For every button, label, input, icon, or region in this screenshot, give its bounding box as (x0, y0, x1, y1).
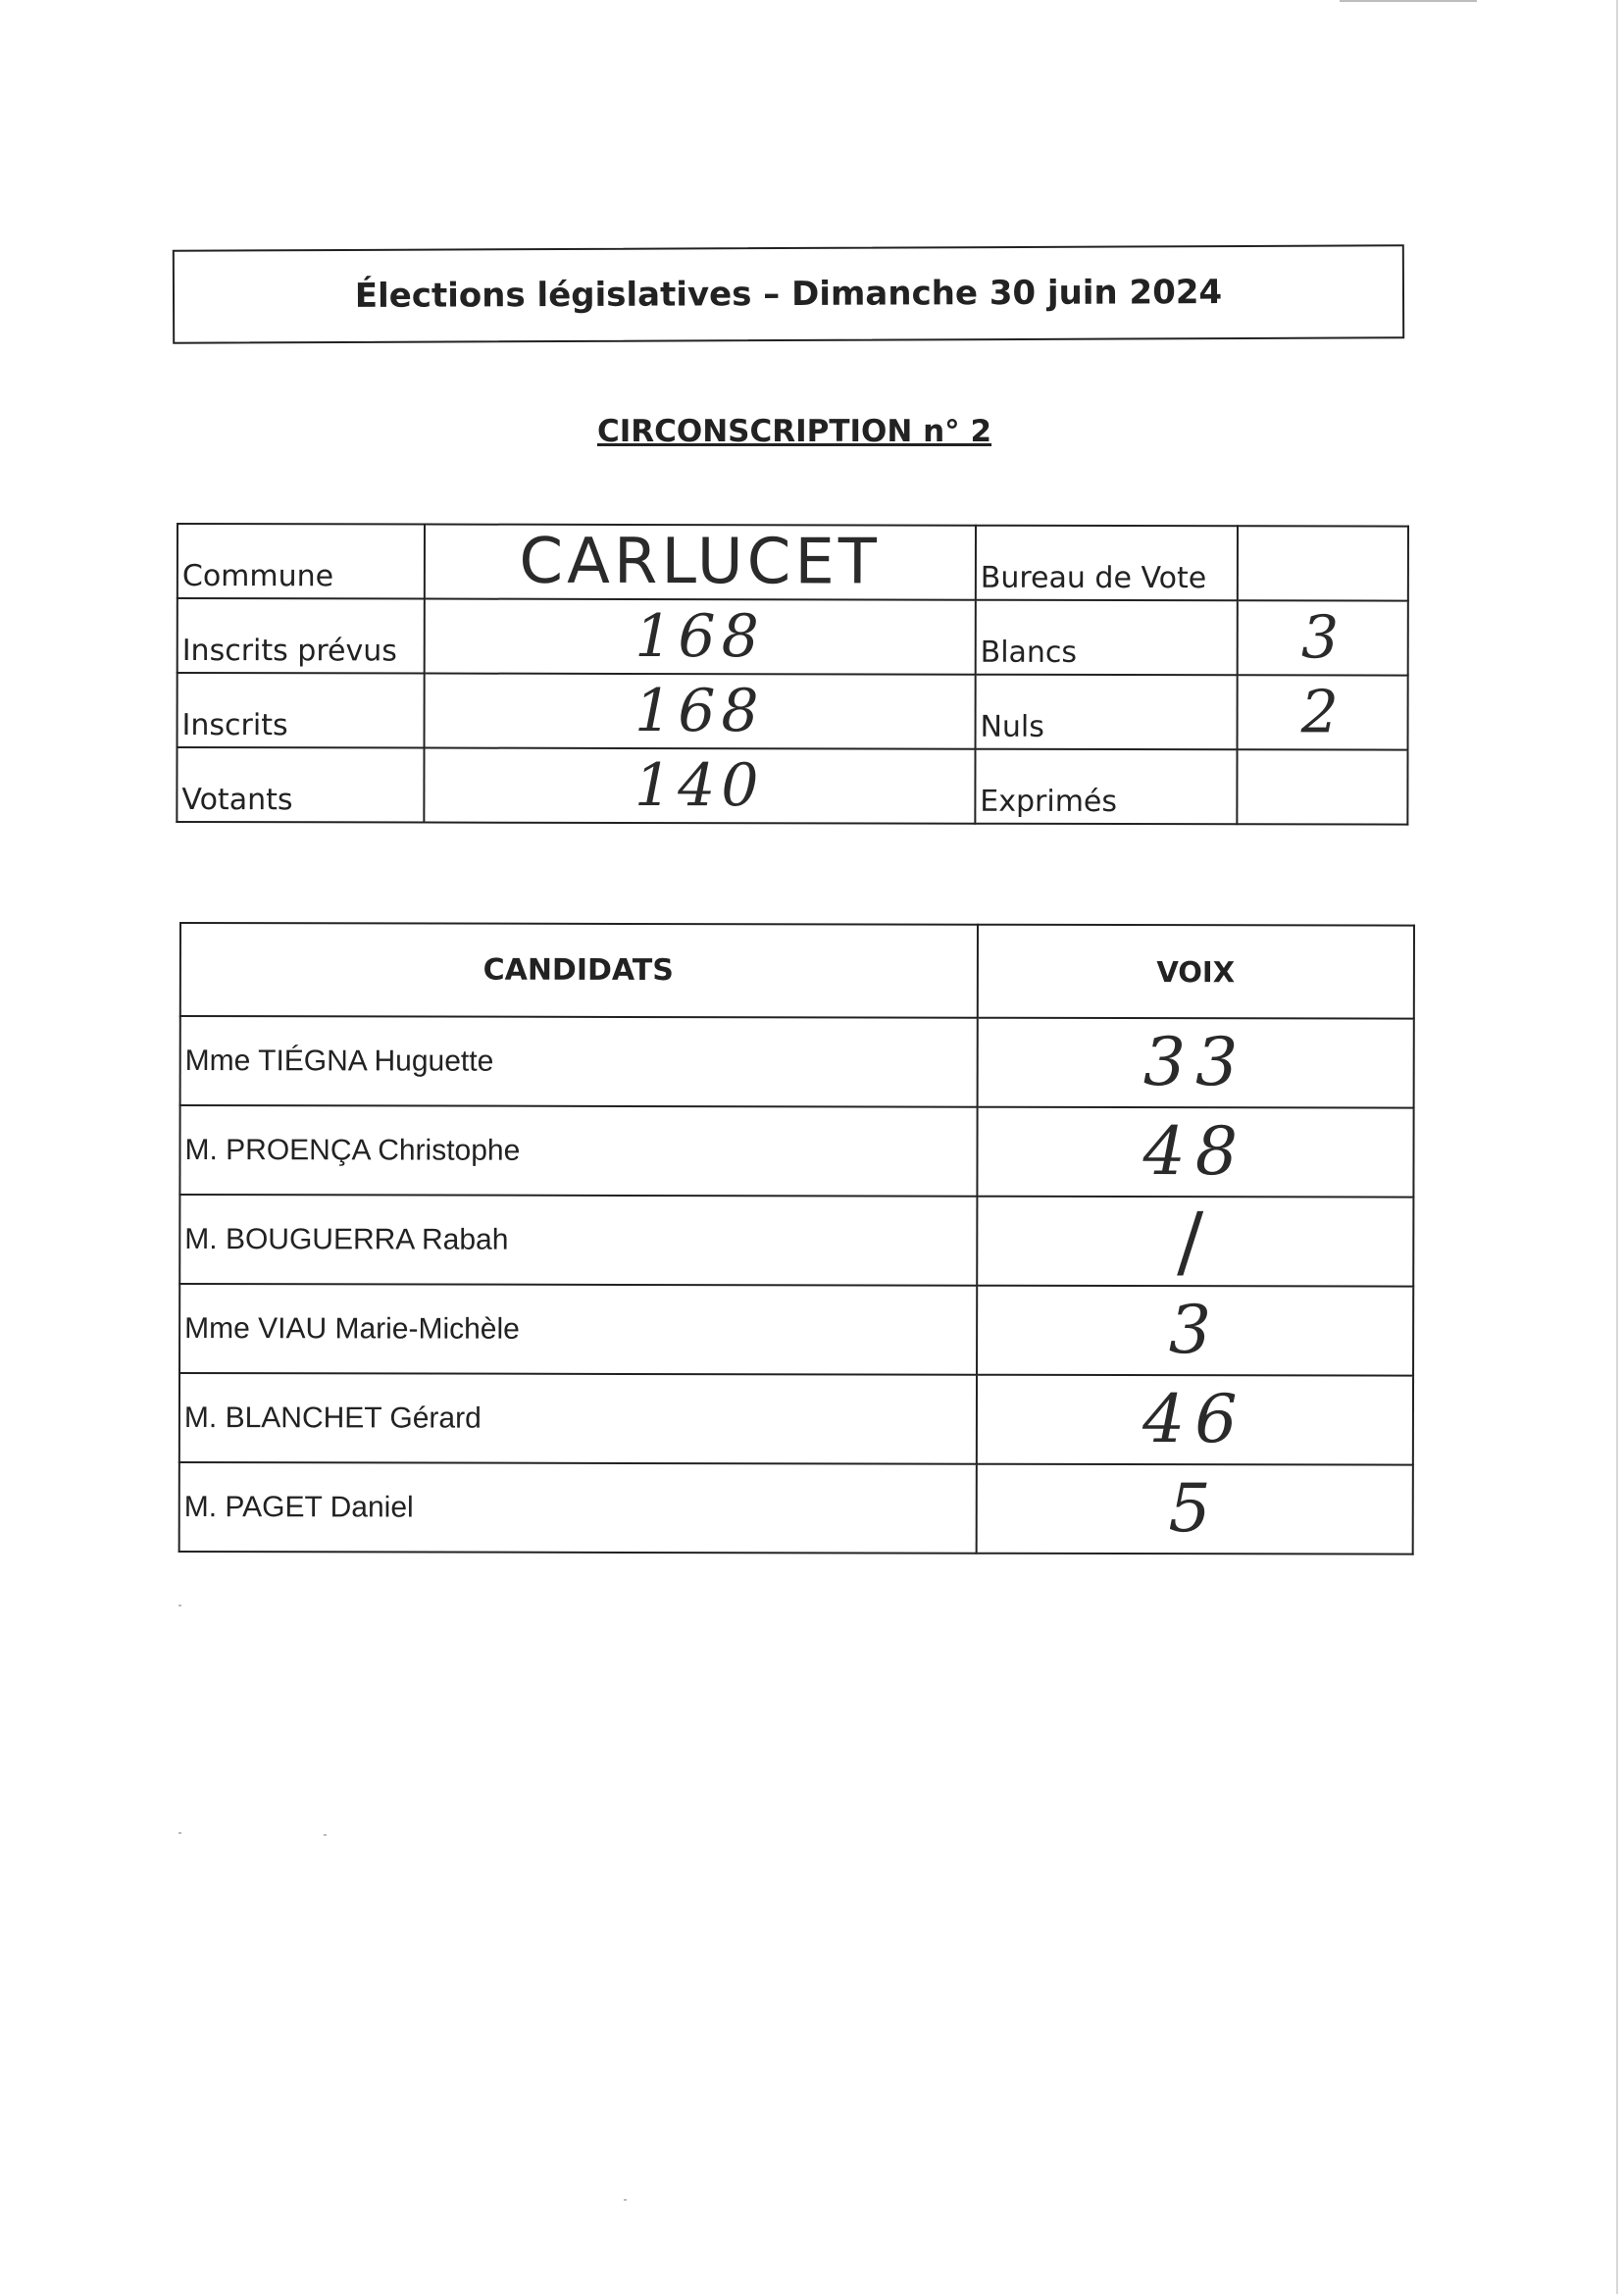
candidates-table (178, 922, 1415, 1555)
candidate-row (180, 1016, 1414, 1108)
candidate-name: Mme VIAU Marie-Michèle (179, 1284, 977, 1375)
scan-speck (624, 2199, 627, 2201)
votants-label: Votants (177, 747, 424, 823)
scan-speck (324, 1834, 327, 1836)
candidates-header-row (180, 923, 1414, 1019)
candidate-row (179, 1105, 1413, 1198)
votants-value: 140 (424, 748, 975, 824)
candidate-row (179, 1462, 1413, 1555)
candidate-row (179, 1373, 1413, 1465)
commune-label: Commune (178, 524, 425, 599)
commune-value: CARLUCET (424, 525, 975, 600)
candidate-votes: 3 (977, 1286, 1413, 1376)
bureau-label: Bureau de Vote (976, 526, 1239, 601)
scan-speck (178, 1832, 181, 1834)
inscrits-value: 168 (424, 674, 975, 749)
candidate-name: M. PROENÇA Christophe (179, 1105, 977, 1197)
inscrits-prevus-label: Inscrits prévus (178, 598, 425, 674)
candidats-header: CANDIDATS (180, 923, 978, 1018)
candidate-votes-slash: / (977, 1197, 1413, 1287)
info-row (178, 598, 1408, 676)
info-table (176, 523, 1409, 826)
page-title: Élections législatives – Dimanche 30 juin 2024 (173, 244, 1404, 343)
candidate-name: Mme TIÉGNA Huguette (180, 1016, 978, 1107)
info-row (178, 524, 1408, 601)
candidate-votes: 46 (977, 1375, 1413, 1465)
voix-header: VOIX (978, 925, 1414, 1019)
info-row (177, 747, 1407, 825)
candidate-name: M. BOUGUERRA Rabah (179, 1195, 977, 1286)
candidate-name: M. BLANCHET Gérard (179, 1373, 977, 1464)
candidate-row (179, 1195, 1413, 1287)
candidate-votes: 5 (976, 1464, 1412, 1555)
candidate-row (179, 1284, 1413, 1376)
info-row (178, 673, 1408, 750)
candidate-votes: 48 (977, 1107, 1413, 1198)
blancs-value: 3 (1238, 600, 1408, 675)
inscrits-prevus-value: 168 (424, 599, 975, 675)
circonscription-heading: CIRCONSCRIPTION n° 2 (596, 414, 992, 449)
scan-mark (1340, 0, 1477, 2)
bureau-value (1238, 526, 1408, 600)
page-edge (1616, 0, 1618, 2294)
nuls-label: Nuls (975, 675, 1238, 750)
blancs-label: Blancs (976, 600, 1239, 676)
scan-speck (178, 1605, 181, 1606)
inscrits-label: Inscrits (178, 673, 425, 748)
candidate-name: M. PAGET Daniel (179, 1462, 977, 1554)
nuls-value: 2 (1238, 675, 1408, 749)
candidate-votes: 33 (977, 1018, 1413, 1108)
exprimes-label: Exprimés (975, 749, 1238, 825)
exprimes-value (1238, 749, 1408, 824)
